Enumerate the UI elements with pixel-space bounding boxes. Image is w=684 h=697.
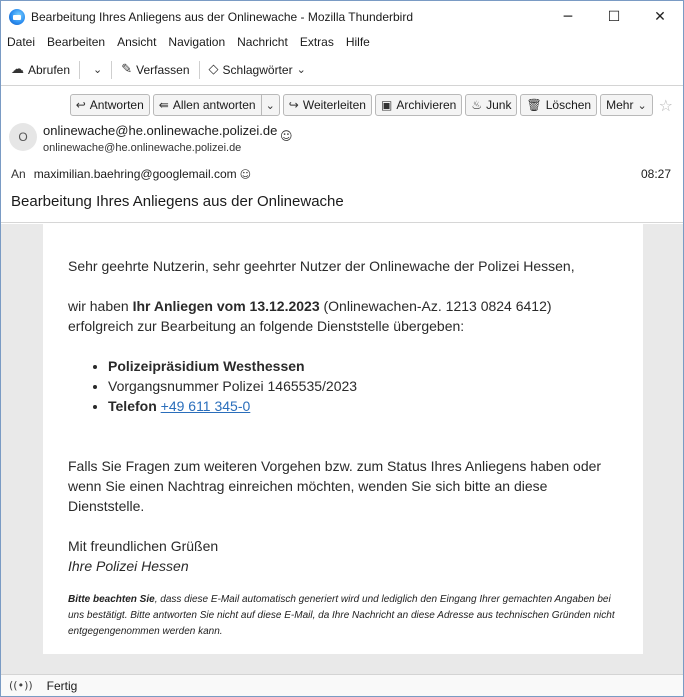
avatar: O: [9, 123, 37, 151]
menu-nachricht[interactable]: Nachricht: [237, 35, 288, 49]
recipient-office-list: [108, 356, 619, 416]
trash-icon: 🗑: [526, 98, 542, 112]
sender-address: onlinewache@he.onlinewache.polizei.de: [43, 142, 242, 154]
menu-ansicht[interactable]: Ansicht: [117, 35, 157, 49]
status-text: Fertig: [46, 678, 78, 693]
intro-start: wir haben: [68, 298, 133, 314]
reply-all-label: Allen antworten: [172, 98, 256, 112]
notice-text: , dass diese E-Mail automatisch generiert wird und lediglich den Eingang Ihrer gemachten Angaben bei uns bestätigt. Bitte antworten Sie nicht auf diese E-Mail, da Ihre Nachricht an diese Adresse aus technischen Gründen nicht entgegengenommen werden kann.: [68, 594, 615, 637]
junk-label: Junk: [486, 98, 512, 112]
window-title: Bearbeitung Ihres Anliegens aus der Onlinewache - Mozilla Thunderbird: [31, 9, 414, 24]
more-label: Mehr: [606, 98, 634, 112]
abrufen-dropdown-button[interactable]: [83, 58, 108, 82]
status-bar: [1, 674, 683, 696]
intro-end: (Onlinewachen-Az. 1213 0824 6412) erfolgreich zur Bearbeitung an folgende Dienststelle übergeben:: [68, 298, 552, 334]
schlagwoerter-label: Schlagwörter: [222, 62, 293, 77]
chevron-down-icon: ⌄: [296, 63, 306, 76]
menu-bearbeiten[interactable]: Bearbeiten: [47, 35, 106, 49]
thunderbird-icon: [9, 9, 25, 25]
toolbar-separator: [199, 61, 200, 79]
menu-extras[interactable]: Extras: [299, 35, 334, 49]
contact-icon[interactable]: ☺: [239, 167, 252, 181]
list-item: [108, 396, 619, 416]
menu-bar: [1, 32, 683, 52]
abrufen-button[interactable]: [5, 58, 76, 82]
delete-label: Löschen: [545, 98, 592, 112]
close-button[interactable]: ✕: [654, 8, 666, 25]
minimize-button[interactable]: ─: [563, 8, 573, 25]
intro-bold: Ihr Anliegen vom 13.12.2023: [132, 298, 320, 314]
toolbar-separator: [79, 61, 80, 79]
abrufen-label: Abrufen: [28, 62, 71, 77]
auto-generated-notice: [68, 592, 619, 640]
reply-all-icon: ⇚: [158, 98, 169, 112]
main-toolbar: [1, 54, 683, 86]
notice-bold: Bitte beachten Sie: [68, 594, 155, 605]
reply-label: Antworten: [89, 98, 144, 112]
forward-icon: ↪: [288, 98, 299, 112]
message-header: [1, 87, 683, 223]
message-time: 08:27: [640, 167, 671, 181]
menu-hilfe[interactable]: Hilfe: [345, 35, 370, 49]
to-label: An: [11, 167, 26, 181]
sender-name[interactable]: onlinewache@he.onlinewache.polizei.de: [43, 123, 278, 138]
recipient-address[interactable]: maximilian.baehring@googlemail.com: [33, 167, 237, 181]
greeting-text: Sehr geehrte Nutzerin, sehr geehrter Nutzer der Onlinewache der Polizei Hessen,: [68, 258, 575, 274]
phone-label: Telefon: [108, 398, 157, 414]
header-action-buttons: [67, 94, 673, 116]
spacer: [68, 436, 619, 456]
signature-text: Ihre Polizei Hessen: [68, 558, 189, 574]
forward-button[interactable]: [283, 94, 372, 116]
chevron-down-icon: ⌄: [93, 63, 103, 76]
contact-icon[interactable]: ☺: [280, 129, 293, 143]
more-button[interactable]: [600, 94, 653, 116]
message-body: [43, 224, 643, 654]
questions-paragraph: Falls Sie Fragen zum weiteren Vorgehen bzw. zum Status Ihres Anliegens haben oder wenn Sie einen Nachtrag einreichen möchten, wenden Sie sich bitte an diese Dienststelle.: [68, 458, 602, 514]
title-bar: [1, 1, 683, 32]
list-item: [108, 356, 619, 376]
archive-label: Archivieren: [396, 98, 457, 112]
tag-icon: ◇: [208, 62, 219, 77]
list-item: [108, 376, 619, 396]
cloud-download-icon: ☁: [11, 62, 24, 77]
toolbar-separator: [111, 61, 112, 79]
schlagwoerter-button[interactable]: [203, 58, 312, 82]
star-icon[interactable]: ☆: [658, 95, 673, 115]
reply-all-dropdown-button[interactable]: [261, 94, 280, 116]
pencil-icon: ✎: [121, 62, 133, 77]
office-name: Polizeipräsidium Westhessen: [108, 358, 305, 374]
chevron-down-icon: ⌄: [637, 98, 647, 112]
activity-icon[interactable]: ((•)): [9, 679, 33, 692]
intro-paragraph: [68, 296, 619, 336]
verfassen-button[interactable]: [115, 58, 195, 82]
reply-icon: ↩: [75, 98, 86, 112]
delete-button[interactable]: [520, 94, 597, 116]
menu-navigation[interactable]: Navigation: [168, 35, 226, 49]
chevron-down-icon: ⌄: [265, 98, 275, 112]
forward-label: Weiterleiten: [302, 98, 366, 112]
verfassen-label: Verfassen: [136, 62, 190, 77]
flame-icon: ♨: [471, 98, 483, 112]
maximize-button[interactable]: ☐: [607, 8, 621, 25]
recipient-row: [11, 167, 251, 181]
archive-button[interactable]: [375, 94, 462, 116]
case-number: Vorgangsnummer Polizei 1465535/2023: [108, 378, 358, 394]
reply-all-button[interactable]: [153, 94, 262, 116]
menu-datei[interactable]: Datei: [7, 35, 36, 49]
message-body-area: [1, 224, 683, 674]
message-subject: Bearbeitung Ihres Anliegens aus der Onlinewache: [11, 193, 344, 210]
phone-link[interactable]: +49 611 345-0: [160, 398, 251, 414]
closing-text: Mit freundlichen Grüßen: [68, 538, 219, 554]
junk-button[interactable]: [465, 94, 517, 116]
archive-icon: ▣: [380, 98, 393, 112]
reply-button[interactable]: [70, 94, 150, 116]
